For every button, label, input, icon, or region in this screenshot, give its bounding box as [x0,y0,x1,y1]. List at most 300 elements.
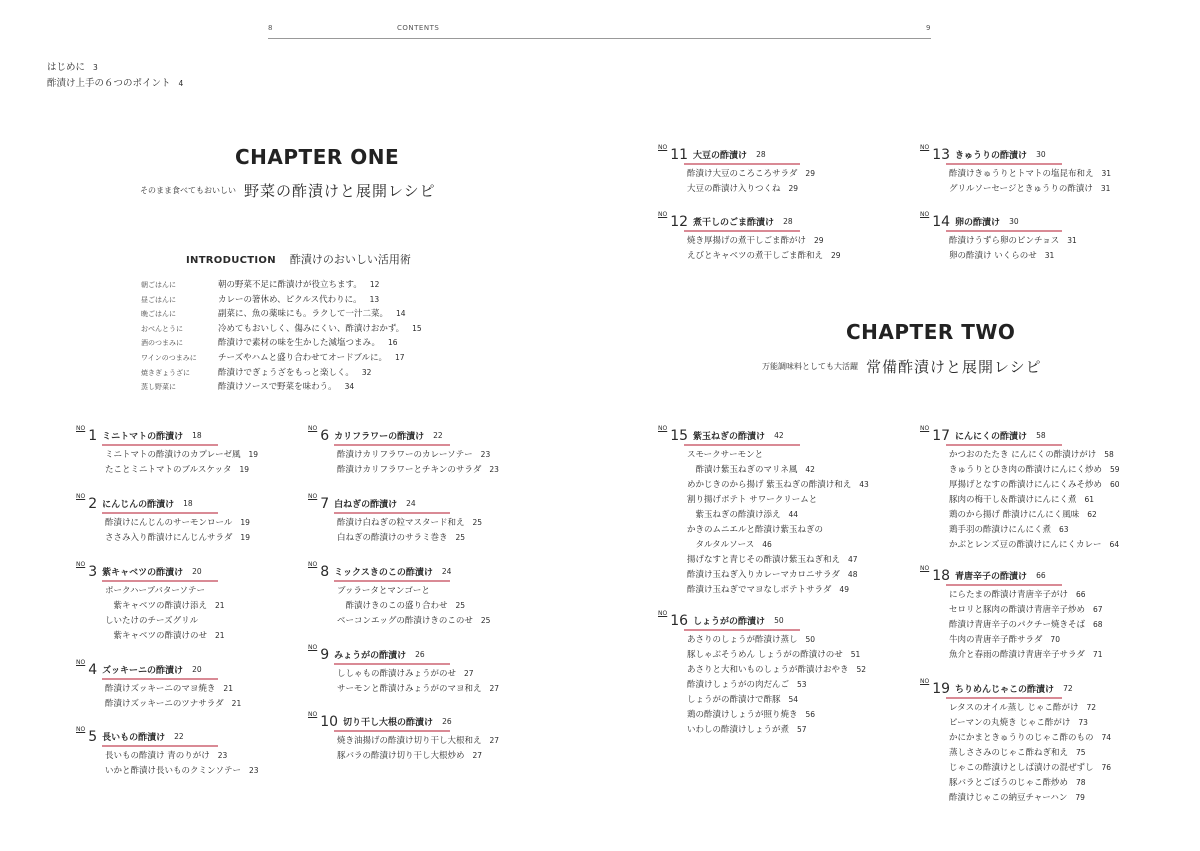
recipe-item-text: 酢漬けじゃこの納豆チャーハン [949,793,1068,803]
page-header-title: CONTENTS [397,24,440,32]
section-number: 7 [320,495,330,512]
recipe-item-page: 21 [215,601,225,610]
section-heading [920,425,1046,444]
introduction-item [141,293,379,308]
recipe-item [687,722,807,738]
recipe-item [949,790,1085,806]
recipe-item-page: 72 [1086,703,1096,712]
front-matter-page: 4 [178,79,184,88]
recipe-item [687,492,825,508]
header-rule [268,38,931,39]
recipe-item [949,602,1103,618]
section-number: 8 [320,563,330,580]
recipe-item-text: ささみ入り酢漬けにんじんサラダ [105,533,233,543]
recipe-item-page: 29 [788,184,799,193]
recipe-item [337,733,499,749]
section-number: 11 [670,146,689,163]
recipe-item-text: たことミニトマトのブルスケッタ [105,465,232,475]
recipe-item-page: 21 [215,631,225,640]
recipe-item-page: 29 [805,169,815,178]
recipe-item-text: 大豆の酢漬け入りつくね [687,184,781,194]
recipe-item-page: 31 [1100,184,1111,193]
recipe-item-text: 酢漬けきゅうりとトマトの塩昆布和え [949,169,1094,179]
recipe-item [949,700,1096,716]
front-matter-item [47,76,183,92]
section-title: カリフラワーの酢漬け [334,432,425,442]
section-heading [920,211,1019,230]
recipe-item-text: 酢漬けにんじんのサーモンロール [105,518,233,528]
recipe-item-text: 魚介と春雨の酢漬け青唐辛子サラダ [949,650,1085,660]
recipe-item-page: 19 [240,533,250,542]
recipe-item-text: 酢漬けズッキーニのツナサラダ [105,699,224,709]
recipe-item-text: 酢漬けカリフラワーとチキンのサラダ [337,465,482,475]
section-no-mark: NO [76,425,86,432]
chapter-two-subtitle [762,356,1042,377]
introduction-item-label: おべんとうに [141,324,183,333]
page-number-right: 9 [926,24,931,32]
recipe-item-text: 豚しゃぶそうめん しょうがの酢漬けのせ [687,650,843,660]
introduction-item-label: ワインのつまみに [141,354,197,362]
recipe-item-page: 71 [1092,650,1103,659]
recipe-item-text: 焼き厚揚げの煮干しごま酢がけ [687,236,807,246]
recipe-item-text: 紫玉ねぎの酢漬け添え [687,510,781,520]
recipe-item-page: 25 [455,601,466,610]
introduction-item-label: 昼ごはんに [141,295,176,304]
recipe-item-page: 44 [788,510,799,519]
recipe-item-page: 64 [1109,540,1120,549]
recipe-item-page: 51 [850,650,861,659]
front-matter-label: 酢漬け上手の６つのポイント [47,78,171,89]
introduction-item [141,351,405,366]
recipe-item-page: 29 [814,236,824,245]
section-heading [658,425,784,444]
recipe-item-text: いかと酢漬け長いものクミンソテー [105,766,242,776]
recipe-item [105,628,225,644]
section-heading [920,565,1046,584]
recipe-item [949,477,1120,493]
section-underline [334,730,450,732]
recipe-item [105,447,258,463]
recipe-item [105,763,259,779]
section-number: 18 [932,567,951,584]
recipe-item-text: 白ねぎの酢漬けのサラミ巻き [337,533,448,543]
section-heading [308,561,451,580]
recipe-item [687,447,771,463]
section-heading [658,610,784,629]
recipe-item-page: 19 [240,518,250,527]
recipe-item-page: 31 [1044,251,1055,260]
recipe-item [687,662,866,678]
recipe-item [687,647,860,663]
section-page: 20 [192,665,202,674]
recipe-item-text: 酢漬け白ねぎの粒マスタード和え [337,518,465,528]
section-page: 30 [1036,150,1046,159]
recipe-item-page: 78 [1076,778,1086,787]
recipe-item-page: 31 [1101,169,1112,178]
section-page: 18 [192,431,202,440]
introduction-item-text: 酢漬けで素材の味を生かした減塩つまみ。 [218,338,381,349]
recipe-item-text: あさりのしょうが酢漬け蒸し [687,635,798,645]
section-page: 22 [174,732,184,741]
recipe-item [949,233,1077,249]
recipe-item-page: 66 [1076,590,1086,599]
recipe-item-text: えびとキャベツの煮干しごま酢和え [687,251,824,261]
section-underline [684,230,800,232]
recipe-item [687,522,831,538]
introduction-item-text: 冷めてもおいしく、傷みにくい、酢漬けおかず。 [218,323,405,334]
recipe-item-page: 42 [805,465,815,474]
recipe-item-text: ピーマンの丸焼き じゃこ酢がけ [949,718,1071,728]
section-underline [946,697,1062,699]
recipe-item-text: ししゃもの酢漬けみょうがのせ [337,669,457,679]
introduction-item-page: 12 [369,280,380,289]
section-no-mark: NO [920,144,930,151]
introduction-item [141,307,406,322]
section-number: 3 [88,563,98,580]
recipe-item [949,248,1054,264]
recipe-item [949,730,1111,746]
recipe-item-text: あさりと大和いものしょうが酢漬けおやき [687,665,849,675]
front-matter-label: はじめに [47,62,86,73]
recipe-item [337,613,490,629]
section-page: 24 [441,567,452,576]
section-number: 2 [88,495,98,512]
section-title: みょうがの酢漬け [334,651,407,661]
section-no-mark: NO [76,659,86,666]
recipe-item-text: ポークハーブバターソテー [105,586,206,596]
introduction-title: INTRODUCTION [186,255,276,266]
introduction-item [141,322,422,337]
section-page: 50 [774,616,784,625]
recipe-item-text: かぶとレンズ豆の酢漬けにんにくカレー [949,540,1102,550]
recipe-item [949,632,1060,648]
recipe-item-page: 25 [455,533,466,542]
section-heading [76,726,184,745]
recipe-item-text: 酢漬け玉ねぎでマヨなしポテトサラダ [687,585,832,595]
recipe-item [337,748,482,764]
section-number: 12 [670,213,689,230]
recipe-item-text: 豚バラとごぼうのじゃこ酢炒め [949,778,1069,788]
recipe-item-page: 21 [223,684,233,693]
chapter-one-subtitle-main: 野菜の酢漬けと展開レシピ [244,182,436,200]
section-title: にんにくの酢漬け [955,432,1028,442]
recipe-item-text: にらたまの酢漬け青唐辛子がけ [949,590,1069,600]
section-page: 24 [406,499,416,508]
section-no-mark: NO [920,211,930,218]
recipe-item [687,166,815,182]
section-title: 大豆の酢漬け [693,151,748,161]
section-heading [76,493,193,512]
section-number: 6 [320,427,330,444]
section-number: 4 [88,661,98,678]
recipe-item-page: 57 [797,725,807,734]
recipe-item-text: 酢漬けズッキーニのマヨ焼き [105,684,216,694]
recipe-item [687,582,849,598]
chapter-two-subtitle-small: 万能調味料としても大活躍 [762,362,858,371]
recipe-item-text: 長いもの酢漬け 青のりがけ [105,751,210,761]
section-no-mark: NO [658,425,668,432]
recipe-item-text: 紫キャベツの酢漬けのせ [105,631,208,641]
section-underline [102,444,218,446]
introduction-item-page: 14 [396,309,406,319]
front-matter-page: 3 [93,63,98,72]
section-title: しょうがの酢漬け [693,617,766,627]
introduction-item-page: 17 [394,353,405,362]
recipe-item [949,537,1119,553]
recipe-item-page: 27 [489,684,500,693]
section-title: ズッキーニの酢漬け [102,666,184,676]
recipe-item [949,492,1094,508]
introduction-item-page: 15 [412,323,422,333]
recipe-item-page: 43 [859,480,869,489]
chapter-one-subtitle-small: そのまま食べてもおいしい [140,186,236,195]
page-number-left: 8 [268,24,273,32]
recipe-item [105,696,241,712]
introduction-item-label: 朝ごはんに [141,281,176,289]
introduction-item-page: 34 [344,382,355,392]
recipe-item-text: 酢漬けうずら卵のピンチョス [949,236,1060,246]
introduction-item [141,366,371,381]
front-matter-item [47,60,98,76]
section-heading [920,144,1046,163]
recipe-item-page: 19 [239,465,250,474]
section-heading [308,493,416,512]
recipe-item-page: 61 [1084,495,1095,504]
recipe-item [105,530,250,546]
section-no-mark: NO [920,425,930,432]
recipe-item-text: 酢漬けカリフラワーのカレーソテー [337,450,473,460]
recipe-item-text: 酢漬け紫玉ねぎのマリネ風 [687,465,798,475]
recipe-item-text: 酢漬け青唐辛子のパクチー焼きそば [949,620,1086,630]
section-heading [308,425,443,444]
section-title: 白ねぎの酢漬け [334,500,398,510]
section-page: 26 [415,650,425,659]
section-heading [76,659,202,678]
recipe-item [105,681,233,697]
recipe-item [687,567,857,583]
section-underline [684,444,800,446]
recipe-item [687,632,815,648]
recipe-item-text: かつおのたたき にんにくの酢漬けがけ [949,450,1097,460]
section-heading [76,425,202,444]
recipe-item-page: 68 [1093,620,1103,629]
section-no-mark: NO [308,561,318,568]
chapter-one-title: CHAPTER ONE [235,145,400,169]
section-title: ミニトマトの酢漬け [102,432,184,442]
section-title: きゅうりの酢漬け [955,151,1028,161]
recipe-item [337,598,465,614]
introduction-item-label: 焼きぎょうざに [141,368,190,377]
section-no-mark: NO [76,493,86,500]
recipe-item-text: 割り揚げポテト サワークリームと [687,495,818,505]
recipe-item [687,537,772,553]
section-number: 9 [320,646,330,663]
recipe-item-text: 酢漬けきのこの盛り合わせ [337,601,448,611]
introduction-heading [186,248,411,267]
section-title: 青唐辛子の酢漬け [955,572,1028,582]
recipe-item [687,248,841,264]
recipe-item-text: グリルソーセージときゅうりの酢漬け [949,184,1093,194]
recipe-item [337,530,465,546]
section-no-mark: NO [658,144,668,151]
introduction-item-label: 晩ごはんに [141,310,176,319]
recipe-item-text: めかじきのから揚げ 紫玉ねぎの酢漬け和え [687,480,852,490]
recipe-item [687,477,869,493]
recipe-item [105,748,227,764]
recipe-item [949,745,1086,761]
introduction-item-text: チーズやハムと盛り合わせてオードブルに。 [218,353,387,363]
section-title: にんじんの酢漬け [102,500,175,510]
recipe-item-page: 23 [489,465,499,474]
recipe-item-page: 67 [1093,605,1103,614]
section-page: 42 [774,431,784,440]
section-title: ミックスきのこの酢漬け [334,568,433,578]
section-page: 72 [1063,684,1073,693]
introduction-item [141,336,398,351]
section-heading [658,144,766,163]
section-no-mark: NO [920,678,930,685]
recipe-item-page: 49 [839,585,849,594]
recipe-item-page: 53 [797,680,807,689]
recipe-item [949,181,1110,197]
section-underline [102,678,218,680]
introduction-item-label: 蒸し野菜に [141,383,176,392]
recipe-item-text: ミニトマトの酢漬けのカプレーゼ風 [105,450,241,460]
recipe-item-text: ブッラータとマンゴーと [337,586,430,596]
recipe-item-text: 豚バラの酢漬け切り干し大根炒め [337,751,465,761]
recipe-item-page: 54 [788,695,799,704]
recipe-item [337,462,499,478]
section-page: 28 [783,217,793,226]
recipe-item-page: 46 [762,540,772,549]
recipe-item-text: 酢漬け大豆のころころサラダ [687,169,798,179]
recipe-item [687,677,807,693]
recipe-item-page: 62 [1087,510,1097,519]
recipe-item-page: 59 [1110,465,1120,474]
recipe-item-text: 鶏のから揚げ 酢漬けにんにく風味 [949,510,1080,520]
recipe-item [949,462,1120,478]
introduction-item-text: 酢漬けソースで野菜を味わう。 [218,382,337,393]
section-underline [334,512,450,514]
section-underline [684,629,800,631]
section-heading [658,211,793,230]
introduction-item-page: 13 [369,294,380,304]
section-title: 紫キャベツの酢漬け [102,568,184,578]
section-no-mark: NO [308,493,318,500]
recipe-item-page: 19 [248,450,259,459]
recipe-item-text: かきのムニエルと酢漬け紫玉ねぎの [687,525,824,535]
introduction-item-text: 酢漬けでぎょうざをもっと楽しく。 [218,367,354,378]
recipe-item-page: 58 [1104,450,1114,459]
recipe-item [687,707,815,723]
section-underline [946,444,1062,446]
chapter-two-title: CHAPTER TWO [846,320,1016,344]
section-heading [308,644,425,663]
recipe-item-page: 47 [848,555,858,564]
recipe-item [687,462,815,478]
recipe-item-text: 蒸しささみのじゃこ酢ねぎ和え [949,748,1069,758]
recipe-item-text: 豚肉の梅干し＆酢漬けにんにく煮 [949,495,1077,505]
section-number: 17 [932,427,951,444]
recipe-item [687,233,824,249]
recipe-item [949,715,1088,731]
chapter-one-subtitle [140,180,436,201]
section-page: 20 [192,567,202,576]
recipe-item-text: 酢漬け玉ねぎ入りカレーマカロニサラダ [687,570,840,580]
recipe-item [687,552,858,568]
recipe-item-page: 27 [472,751,483,760]
recipe-item-text: 鶏手羽の酢漬けにんにく煮 [949,525,1052,535]
recipe-item-page: 79 [1075,793,1085,802]
section-no-mark: NO [308,425,318,432]
section-title: 紫玉ねぎの酢漬け [693,432,766,442]
section-no-mark: NO [308,711,318,718]
recipe-item [687,692,798,708]
recipe-item [949,522,1069,538]
section-no-mark: NO [920,565,930,572]
recipe-item [337,515,482,531]
section-page: 22 [433,431,443,440]
recipe-item [337,681,499,697]
introduction-item [141,380,354,395]
recipe-item-page: 75 [1076,748,1086,757]
recipe-item [949,166,1111,182]
recipe-item [337,583,438,599]
section-number: 10 [320,713,339,730]
recipe-item-page: 63 [1059,525,1069,534]
section-heading [308,711,452,730]
recipe-item-page: 56 [805,710,816,719]
recipe-item [949,617,1103,633]
recipe-item-text: サーモンと酢漬けみょうがのマヨ和え [337,684,482,694]
section-underline [946,230,1062,232]
recipe-item-page: 74 [1101,733,1112,742]
section-no-mark: NO [76,561,86,568]
section-underline [334,663,450,665]
section-page: 28 [756,150,766,159]
section-page: 30 [1009,217,1019,226]
recipe-item-page: 60 [1110,480,1120,489]
recipe-item-page: 25 [472,518,483,527]
section-number: 1 [88,427,98,444]
section-underline [102,745,218,747]
recipe-item [105,515,250,531]
introduction-item-page: 16 [388,338,398,348]
recipe-item-page: 27 [489,736,500,745]
recipe-item-text: レタスのオイル蒸し じゃこ酢がけ [949,703,1079,713]
section-no-mark: NO [658,610,668,617]
recipe-item [949,775,1086,791]
recipe-item-text: 牛肉の青唐辛子酢サラダ [949,635,1043,645]
recipe-item-page: 25 [480,616,491,625]
recipe-item-page: 21 [231,699,242,708]
recipe-item-text: 焼き油揚げの酢漬け切り干し大根和え [337,736,482,746]
section-underline [334,444,450,446]
introduction-item-text: 副菜に、魚の薬味にも。ラクして一汁二菜。 [218,309,389,320]
recipe-item-page: 50 [805,635,816,644]
introduction-item-label: 酒のつまみに [141,339,183,348]
recipe-item-page: 23 [249,766,259,775]
recipe-item [949,587,1086,603]
introduction-subtitle: 酢漬けのおいしい活用術 [289,253,411,266]
section-underline [102,512,218,514]
introduction-item-text: 朝の野菜不足に酢漬けが役立ちます。 [218,280,362,290]
section-number: 16 [670,612,689,629]
chapter-two-subtitle-main: 常備酢漬けと展開レシピ [866,358,1042,376]
recipe-item [105,583,213,599]
section-underline [102,580,218,582]
section-title: 長いもの酢漬け [102,733,166,743]
